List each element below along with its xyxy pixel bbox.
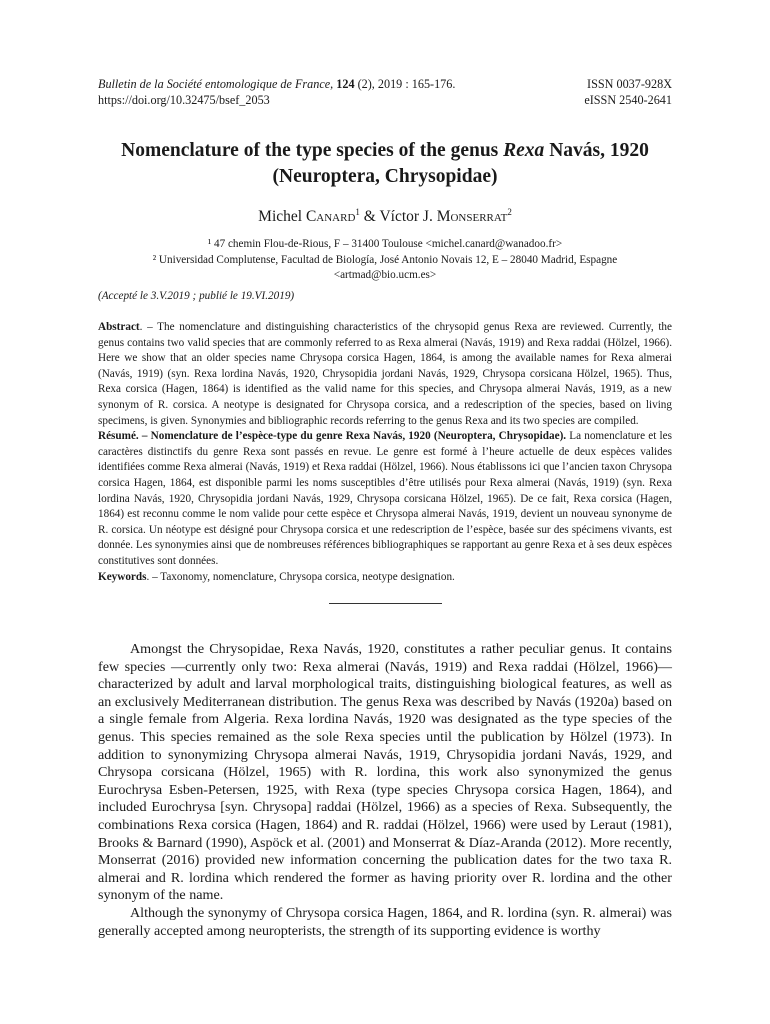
title-genus: Rexa [503, 140, 545, 161]
author-line [70, 208, 700, 226]
eissn: eISSN 2540-2641 [584, 93, 672, 107]
title-line2: (Neuroptera, Chrysopidae) [272, 166, 498, 187]
paper-title [70, 138, 700, 190]
author2-sup: 2 [507, 207, 512, 217]
journal-issue-pages: (2), 2019 : 165-176. [354, 77, 456, 91]
author-separator: & [359, 208, 380, 225]
affiliation-2: ² Universidad Complutense, Facultad de Biología, José Antonio Novais 12, E – 28040 Madrid, Espagne [152, 253, 618, 266]
affiliation-1: ¹ 47 chemin Flou-de-Rious, F – 31400 Toulouse <michel.canard@wanadoo.fr> [207, 238, 563, 250]
keywords-text: . – Taxonomy, nomenclature, Chrysopa corsica, neotype designation. [146, 570, 455, 583]
author1-sup: 1 [355, 207, 360, 217]
body-text [98, 641, 672, 940]
title-part1: Nomenclature of the type species of the genus [121, 140, 504, 161]
affiliation-2-email: <artmad@bio.ucm.es> [333, 269, 437, 282]
resume-paragraph [98, 429, 672, 569]
author1-last: Canard [305, 208, 356, 225]
affiliations [110, 237, 660, 284]
resume-text: La nomenclature et les caractères distinctifs du genre Rexa sont passés en revue. Le genre est formé à l’heure actuelle de deux espèces valides identifiées comme Rexa almerai (Navás, 1919) et Rexa raddai (Hölzel, 1966). Nous établissons ici que l’ancien taxon Chrysopa corsica Hagen, 1864, est disponible parmi les noms susceptibles d’être utilisés pour Rexa almerai (Navás, 1919) (syn. Rexa lordina Navás, 1920, Chrysopidia jordani Navás, 1929, Chrysopa corsicana Hölzel, 1965). De ce fait, Rexa corsica (Hagen, 1864) est reconnu comme le nom valide pour cette espèce et Chrysopa almerai Navás, 1919, devient un nouveau synonyme de R. corsica. Un néotype est désigné pour Chrysopa corsica et une redescription de l’espèce, basée sur des spécimens vivants, est donnée. Les synonymies ainsi que de nombreuses références bibliographiques se rapportant au genre Rexa et à ses deux espèces constitutives sont données. [98, 430, 672, 567]
issn: ISSN 0037-928X [587, 77, 672, 91]
author1-first: Michel [258, 208, 306, 225]
citation-block [98, 76, 455, 108]
resume-label: Résumé. – Nomenclature de l’espèce-type du genre Rexa Navás, 1920 (Neuroptera, Chrysopidae). [98, 430, 567, 443]
author2-last: Monserrat [436, 208, 508, 225]
author2-first: Víctor J. [379, 208, 437, 225]
accepted-dates: (Accepté le 3.V.2019 ; publié le 19.VI.2019) [98, 290, 295, 302]
abstract-text: . – The nomenclature and distinguishing characteristics of the chrysopid genus Rexa are reviewed. Currently, the genus contains two valid species that are commonly referred to as Rexa almerai (Navás, 1919) and Rexa raddai (Hölzel, 1966). Here we show that an older species name Chrysopa corsica Hagen, 1864, is among the available names for Rexa almerai (Navás, 1919) (syn. Rexa lordina Navás, 1920, Chrysopidia jordani Navás, 1929, Chrysopa corsicana Hölzel, 1965). Thus, Rexa corsica (Hagen, 1864) is identified as the valid name for this species, and Chrysopa almerai Navás, 1919, as a new synonym of R. corsica. A neotype is designated for Chrysopa corsica, and a redescription of the species, based on living specimens, is given. Synonymies and bibliographic records referring to the genus Rexa and its two species are compiled. [98, 321, 672, 427]
journal-volume: 124 [336, 77, 355, 91]
body-paragraph-1: Amongst the Chrysopidae, Rexa Navás, 1920, constitutes a rather peculiar genus. It contains few species —currently only two: Rexa almerai (Navás, 1919) and Rexa raddai (Hölzel, 1966)— characterized by adult and larval morphological traits, distinguishing biological features, as well as an exclusively Mediterranean distribution. The genus Rexa was described by Navás (1920a) based on a single female from Algeria. Rexa lordina Navás, 1920 was designated as the type species of the genus. This species remained as the sole Rexa species until the publication by Hölzel (1973). In addition to synonymizing Chrysopa almerai Navás, 1919, Chrysopidia jordani Navás, 1929, and Chrysopa corsicana (Hölzel, 1965) with R. lordina, this work also synonymized the genus Eurochrysa Esben-Petersen, 1925, with Rexa (type species Chrysopa corsica Hagen, 1864), and included Eurochrysa [syn. Chrysopa] raddai (Hölzel, 1966) as a species of Rexa. Subsequently, the combinations Rexa corsica (Hagen, 1864) and R. raddai (Hölzel, 1966) were used by Leraut (1981), Brooks & Barnard (1990), Aspöck et al. (2001) and Monserrat & Díaz-Aranda (2012). More recently, Monserrat (2016) provided new information concerning the publication dates for the two taxa R. almerai and R. lordina which rendered the former as having priority over R. lordina and the other synonym of the name. [98, 641, 672, 904]
issn-block [584, 76, 672, 108]
abstract-label: Abstract [98, 321, 140, 333]
abstract-paragraph [98, 320, 672, 429]
keywords-paragraph [98, 570, 672, 586]
abstract-block [98, 320, 672, 585]
section-divider [329, 603, 442, 604]
doi-link[interactable]: https://doi.org/10.32475/bsef_2053 [98, 93, 270, 107]
journal-name: Bulletin de la Société entomologique de France, [98, 77, 334, 91]
keywords-label: Keywords [98, 570, 147, 583]
title-part2: Navás, 1920 [544, 140, 649, 161]
body-paragraph-2: Although the synonymy of Chrysopa corsica Hagen, 1864, and R. lordina (syn. R. almerai) was generally accepted among neuropterists, the strength of its supporting evidence is worthy [98, 904, 672, 939]
